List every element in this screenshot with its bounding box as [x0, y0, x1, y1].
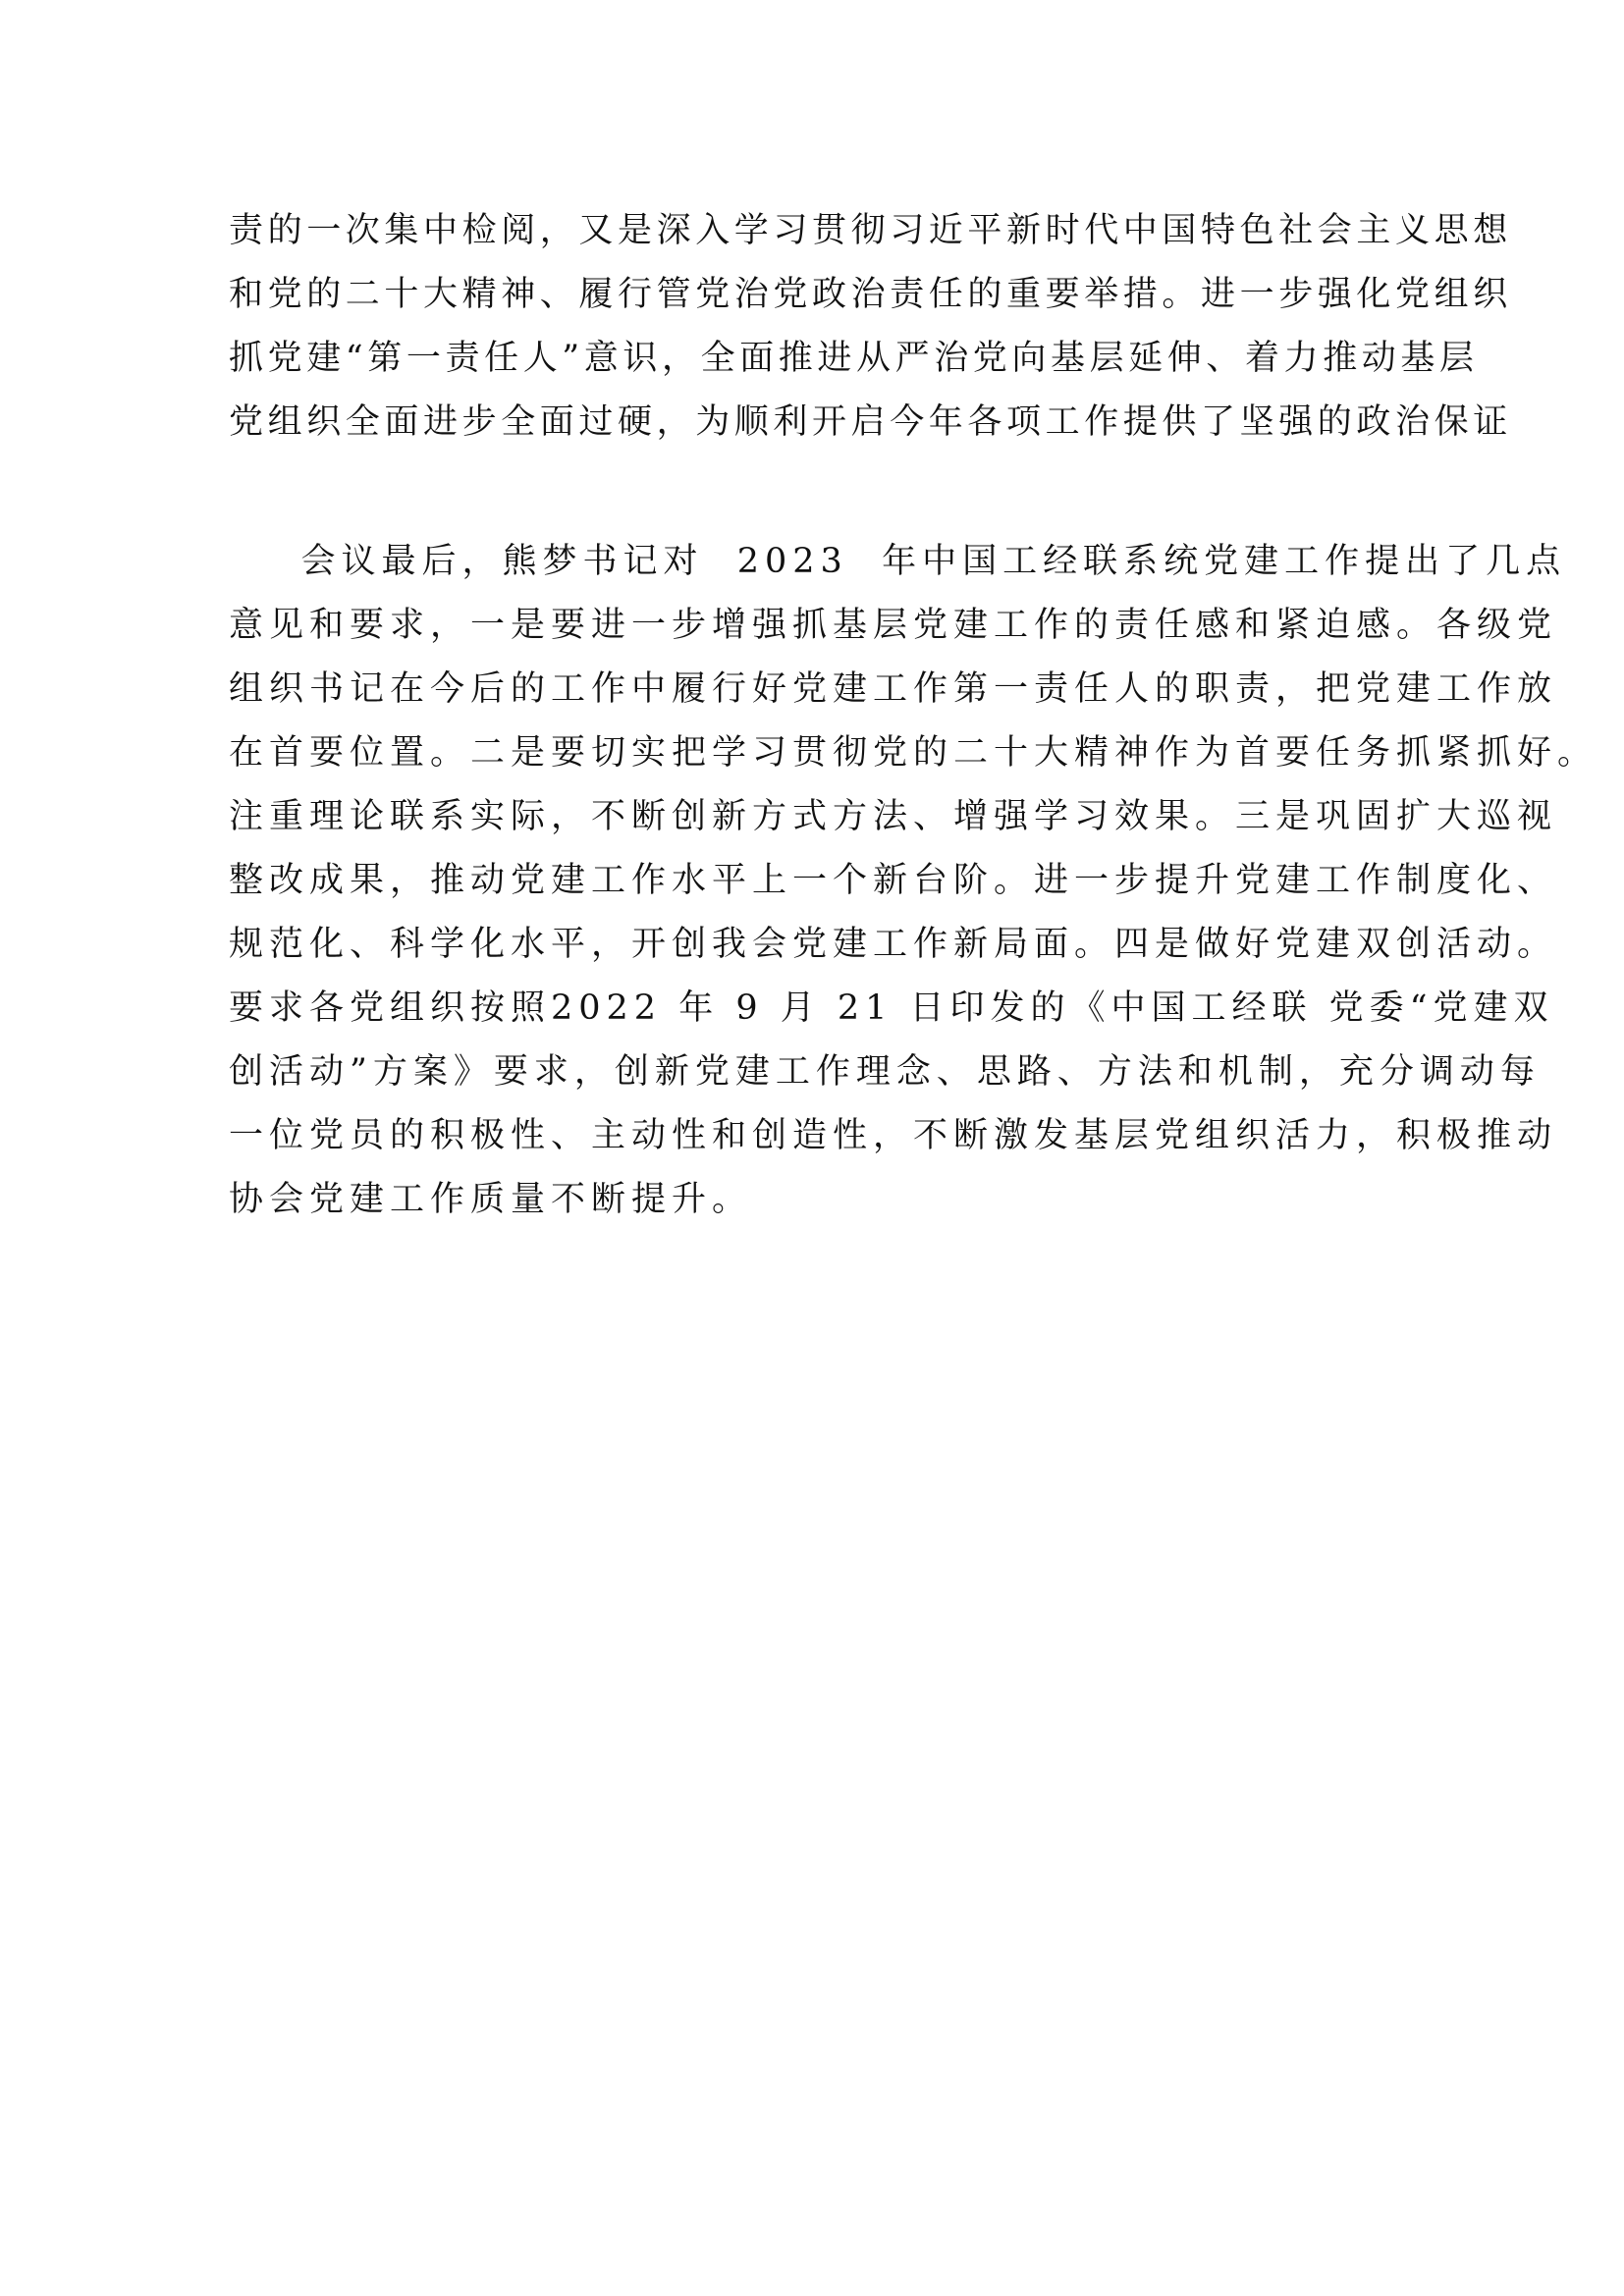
- paragraph-line: 在首要位置。二是要切实把学习贯彻党的二十大精神作为首要任务抓紧抓好。: [229, 733, 1598, 773]
- paragraph-2: [229, 530, 1597, 1232]
- paragraph-line: 要求各党组织按照2022 年 9 月 21 日印发的《中国工经联 党委“党建双: [229, 988, 1554, 1028]
- paragraph-line: 会议最后，熊梦书记对 2023 年中国工经联系统党建工作提出了几点: [234, 542, 1567, 581]
- paragraph-line: 组织书记在今后的工作中履行好党建工作第一责任人的职责，把党建工作放: [229, 669, 1558, 709]
- paragraph-line: 和党的二十大精神、履行管党治党政治责任的重要举措。进一步强化党组织: [229, 275, 1512, 314]
- paragraph-line: 意见和要求，一是要进一步增强抓基层党建工作的责任感和紧迫感。各级党: [229, 606, 1558, 645]
- paragraph-line: 党组织全面进步全面过硬，为顺利开启今年各项工作提供了坚强的政治保证: [229, 402, 1512, 442]
- paragraph-line: 抓党建“第一责任人”意识，全面推进从严治党向基层延伸、着力推动基层: [229, 339, 1479, 378]
- paragraph-line: 规范化、科学化水平，开创我会党建工作新局面。四是做好党建双创活动。: [229, 925, 1558, 964]
- paragraph-line: 整改成果，推动党建工作水平上一个新台阶。进一步提升党建工作制度化、: [229, 861, 1558, 900]
- paragraph-line: 创活动”方案》要求，创新党建工作理念、思路、方法和机制，充分调动每: [229, 1052, 1541, 1092]
- paragraph-line: 协会党建工作质量不断提升。: [229, 1180, 753, 1219]
- paragraph-line: 责的一次集中检阅，又是深入学习贯彻习近平新时代中国特色社会主义思想: [229, 211, 1512, 250]
- paragraph-line: 注重理论联系实际，不断创新方式方法、增强学习效果。三是巩固扩大巡视: [229, 797, 1558, 836]
- document-body: [229, 199, 1598, 1219]
- paragraph-1: [229, 199, 1512, 454]
- paragraph-line: 一位党员的积极性、主动性和创造性，不断激发基层党组织活力，积极推动: [229, 1116, 1558, 1155]
